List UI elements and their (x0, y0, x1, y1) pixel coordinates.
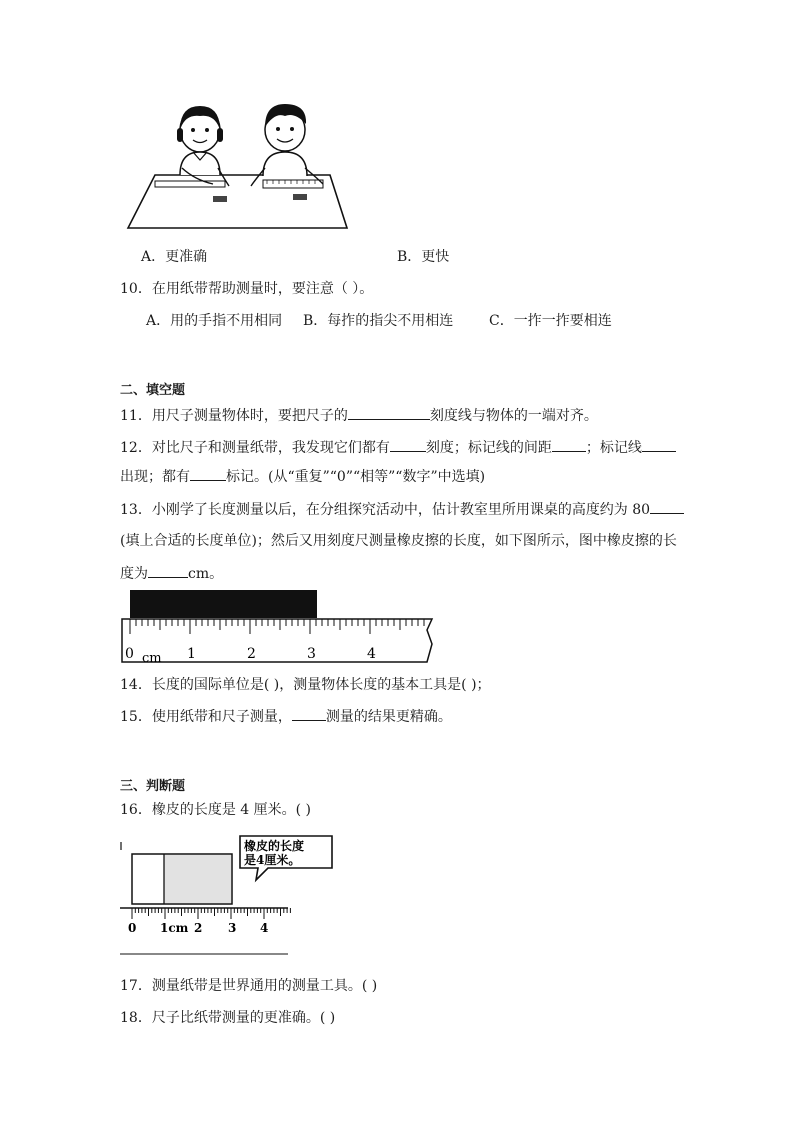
q12-line1 (120, 437, 676, 458)
q17: 17．测量纸带是世界通用的测量工具。( ) (120, 978, 378, 994)
q11 (120, 405, 598, 426)
q10-option-b: B．每拃的指尖不用相连 (303, 313, 454, 329)
ruler2-label-2: 2 (194, 921, 203, 935)
bubble-line-1: 橡皮的长度 (244, 839, 305, 853)
q13-blank-2[interactable] (148, 563, 188, 578)
q13-text-1: 13．小刚学了长度测量以后，在分组探究活动中，估计教室里所用课桌的高度约为 80 (120, 502, 651, 518)
q18: 18．尺子比纸带测量的更准确。( ) (120, 1010, 336, 1026)
eraser-4cm-figure (120, 832, 345, 960)
q15-text-b: 测量的结果更精确。 (325, 709, 452, 725)
q16: 16．橡皮的长度是 4 厘米。( ) (120, 802, 311, 818)
q12-blank-1[interactable] (390, 437, 426, 452)
ruler2-label-0: 0 (128, 921, 137, 935)
q10-option-c: C．一拃一拃要相连 (489, 313, 612, 329)
bubble-line-2: 是4厘米。 (244, 853, 301, 867)
q15 (120, 706, 452, 727)
ruler2-label-1: 1cm (160, 921, 189, 935)
ruler1-label-0: 0 (125, 646, 134, 662)
ruler2-label-3: 3 (228, 921, 237, 935)
q11-text-a: 11．用尺子测量物体时，要把尺子的 (120, 408, 348, 424)
q10-option-a: A．用的手指不用相同 (146, 313, 283, 329)
q15-blank[interactable] (292, 706, 326, 721)
ruler1-label-3: 3 (307, 646, 316, 662)
q13-blank-1[interactable] (650, 499, 684, 514)
q13-line1 (120, 499, 684, 520)
q9-option-b: B．更快 (397, 249, 450, 265)
q12-text-b: 刻度；标记线的间距 (425, 440, 552, 456)
q13-text-3b: cm。 (188, 566, 224, 582)
q12-text-c: ；标记线 (585, 440, 642, 456)
eraser-ruler-figure (120, 588, 440, 666)
ruler1-unit: cm (142, 651, 162, 666)
q11-text-b: 刻度线与物体的一端对齐。 (429, 408, 598, 424)
q13-line2: (填上合适的长度单位)；然后又用刻度尺测量橡皮擦的长度，如下图所示，图中橡皮擦的长 (120, 533, 677, 549)
q12-text-a: 12．对比尺子和测量纸带，我发现它们都有 (120, 440, 390, 456)
q14: 14．长度的国际单位是( )，测量物体长度的基本工具是( )； (120, 677, 491, 693)
q12-blank-2[interactable] (552, 437, 586, 452)
q15-text-a: 15．使用纸带和尺子测量， (120, 709, 292, 725)
ruler2-label-4: 4 (260, 921, 269, 935)
q11-blank[interactable] (348, 405, 430, 420)
q9-option-a: A．更准确 (141, 249, 208, 265)
q13-text-3a: 度为 (120, 566, 148, 582)
ruler1-label-1: 1 (187, 646, 196, 662)
q12-text-d: 出现；都有 (120, 469, 190, 485)
section2-title: 二、填空题 (120, 383, 186, 398)
q12-text-e: 标记。(从“重复”“0”“相等”“数字”中选填) (226, 469, 486, 485)
section3-title: 三、判断题 (120, 779, 186, 794)
black-eraser (130, 590, 317, 618)
q10-stem: 10．在用纸带帮助测量时，要注意（ ）。 (120, 281, 374, 297)
q12-blank-4[interactable] (190, 466, 226, 481)
ruler1-label-4: 4 (367, 646, 376, 662)
ruler1-label-2: 2 (247, 646, 256, 662)
children-measuring-illustration (125, 100, 355, 230)
q12-blank-3[interactable] (642, 437, 676, 452)
q12-line2 (120, 466, 485, 487)
q13-line3 (120, 563, 223, 584)
